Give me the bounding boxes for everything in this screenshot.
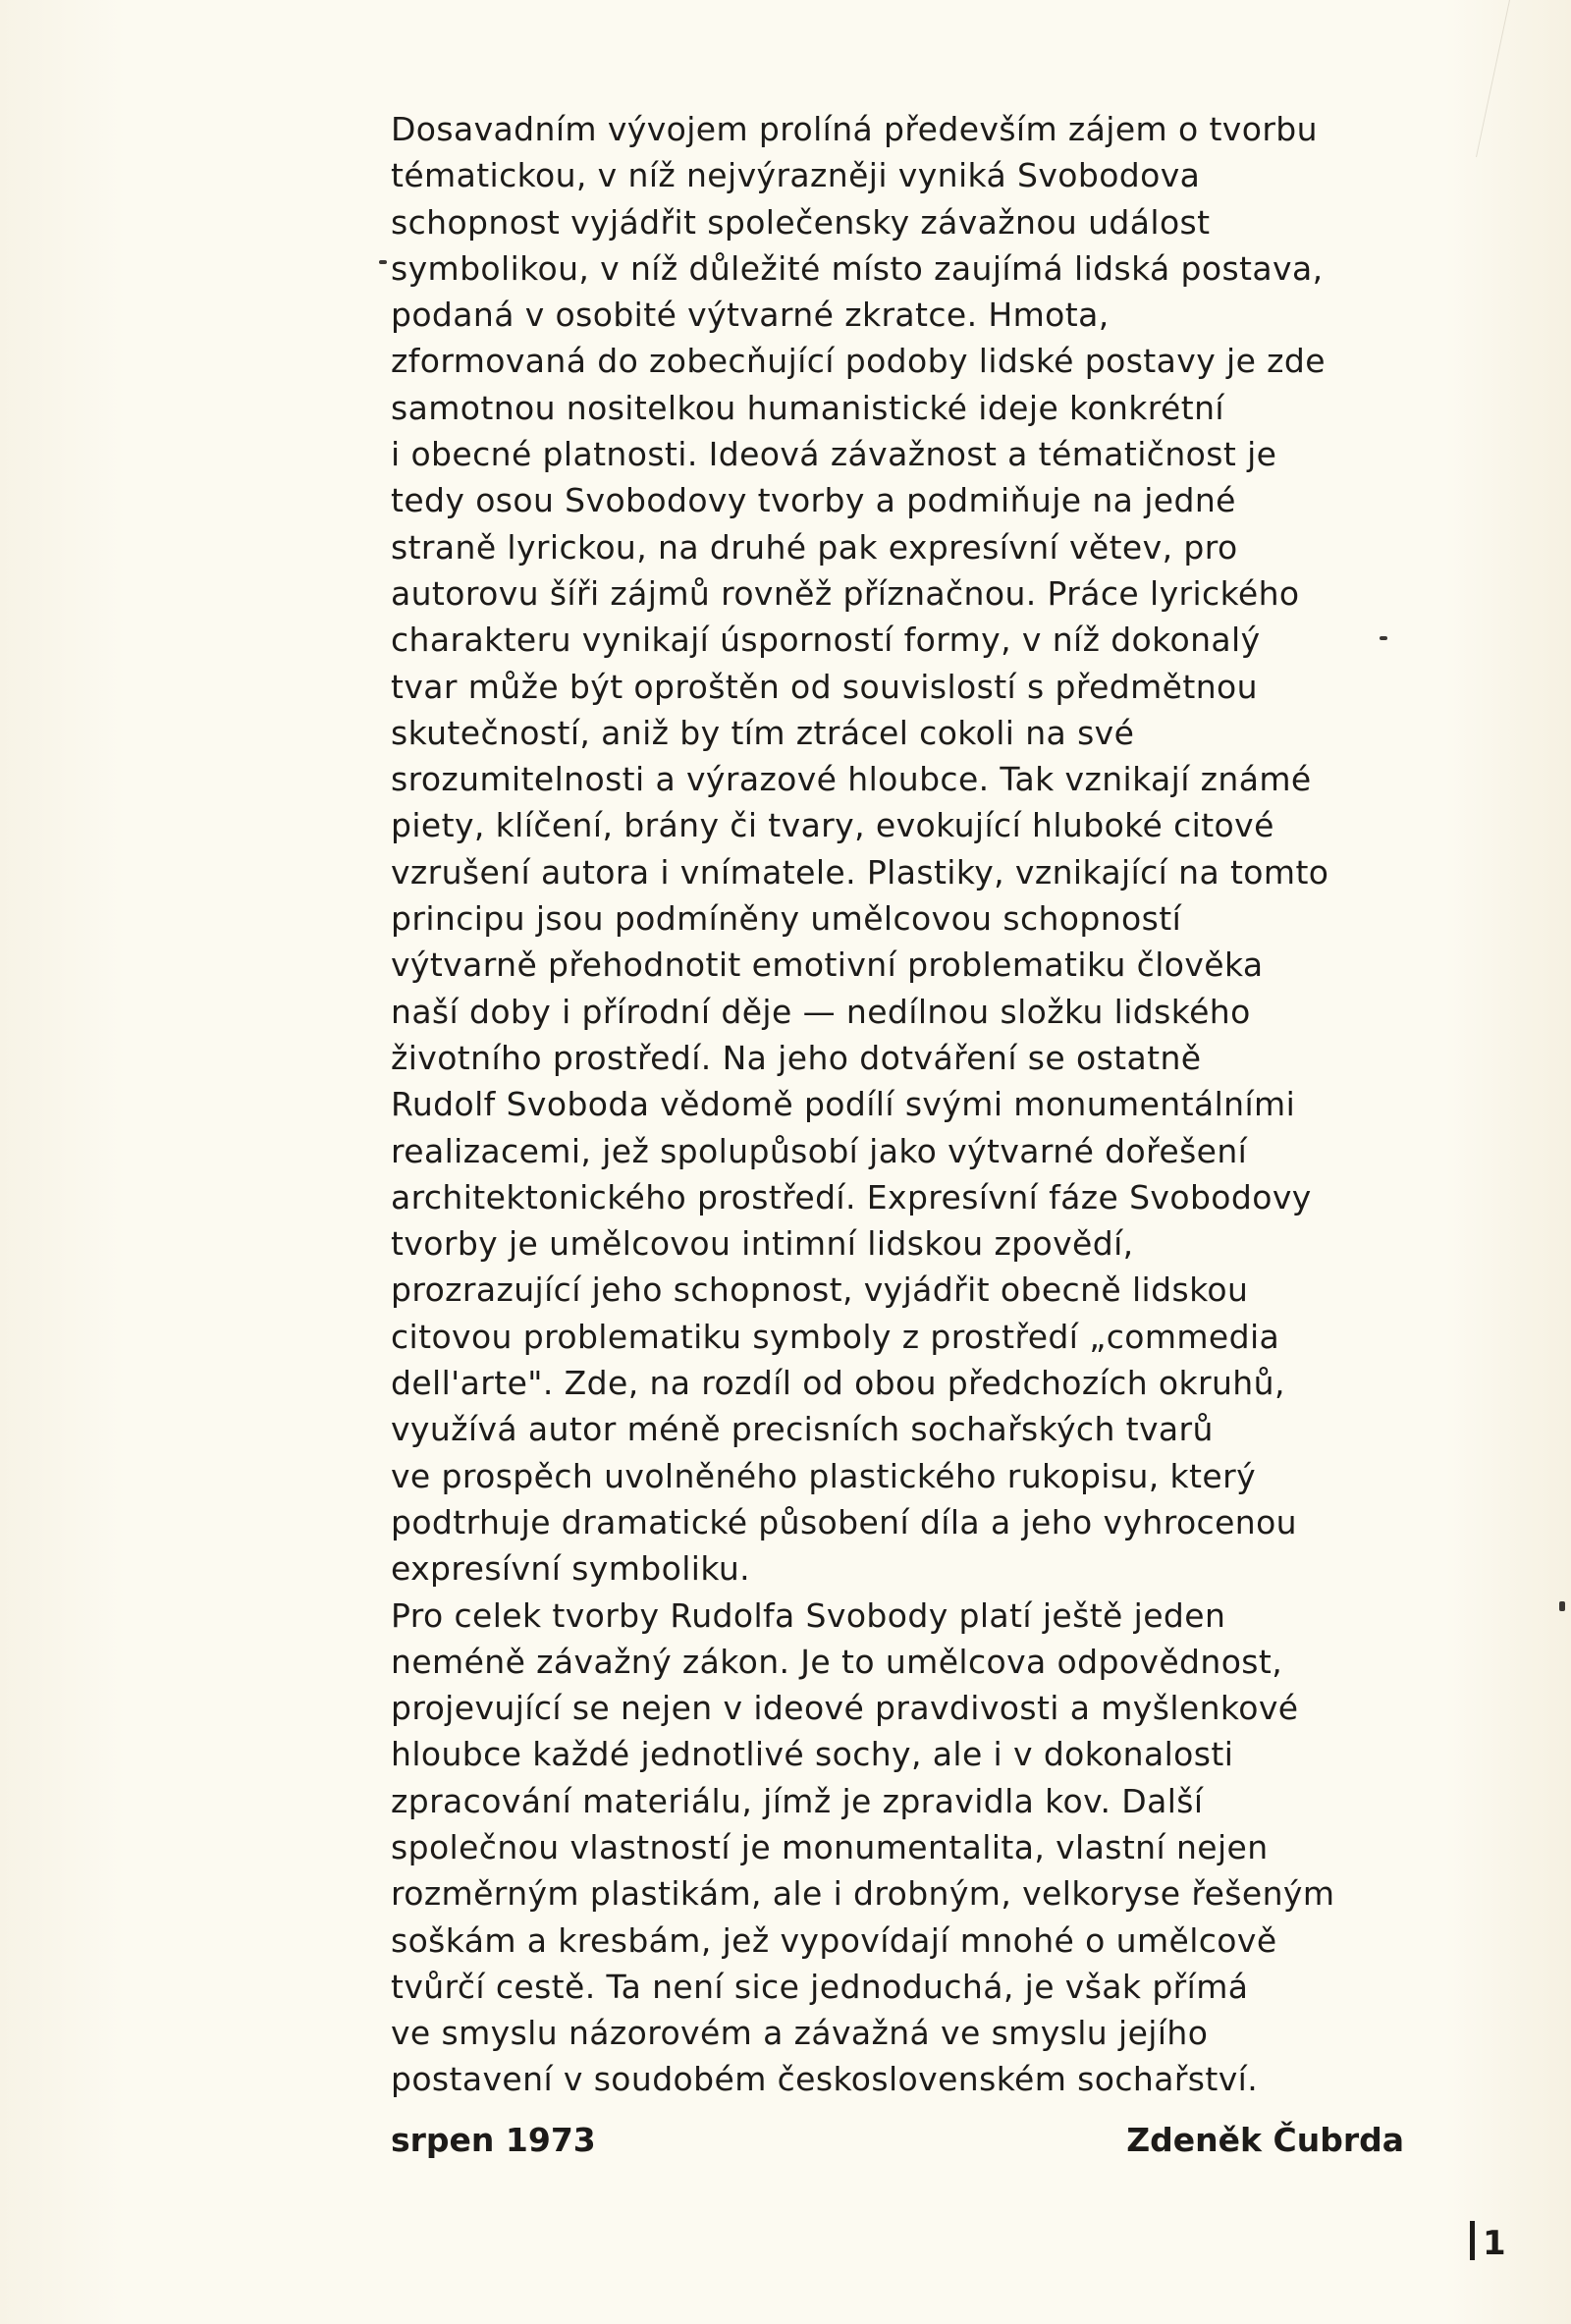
text-line: životního prostředí. Na jeho dotváření se ostatně	[391, 1038, 1202, 1077]
text-line: expresívní symboliku.	[391, 1549, 751, 1589]
text-line: i obecné platnosti. Ideová závažnost a tématičnost je	[391, 435, 1277, 474]
text-line: autorovu šíři zájmů rovněž příznačnou. Práce lyrického	[391, 573, 1300, 613]
page-number-value: 1	[1483, 2224, 1506, 2263]
text-line: zpracování materiálu, jímž je zpravidla kov. Další	[391, 1781, 1204, 1820]
text-line: podaná v osobité výtvarné zkratce. Hmota,	[391, 296, 1110, 335]
text-line: piety, klíčení, brány či tvary, evokující hluboké citové	[391, 806, 1274, 845]
essay-text	[391, 106, 1412, 2103]
text-line: společnou vlastností je monumentalita, vlastní nejen	[391, 1827, 1269, 1866]
text-line: rozměrným plastikám, ale i drobným, velkoryse řešeným	[391, 1874, 1335, 1914]
text-line: ve smyslu názorovém a závažná ve smyslu jejího	[391, 2014, 1209, 2053]
text-line: symbolikou, v níž důležité místo zaujímá lidská postava,	[391, 248, 1324, 288]
text-line: skutečností, aniž by tím ztrácel cokoli na své	[391, 713, 1135, 752]
text-line: samotnou nositelkou humanistické ideje konkrétní	[391, 388, 1224, 427]
text-line: tvůrčí cestě. Ta není sice jednoduchá, je však přímá	[391, 1967, 1249, 2006]
text-line: dell'arte". Zde, na rozdíl od obou předchozích okruhů,	[391, 1364, 1285, 1403]
page-number-mark-icon	[1470, 2221, 1475, 2260]
author-name: Zdeněk Čubrda	[1126, 2121, 1404, 2159]
text-line: neméně závažný zákon. Je to umělcova odpovědnost,	[391, 1642, 1283, 1681]
text-line: tvar může být oproštěn od souvislostí s předmětnou	[391, 667, 1258, 706]
date: srpen 1973	[391, 2121, 596, 2159]
page-crease	[1397, 0, 1510, 157]
text-line: soškám a kresbám, jež vypovídají mnohé o umělcově	[391, 1920, 1277, 1960]
ink-speck-icon	[1559, 1601, 1565, 1611]
text-line: tedy osou Svobodovy tvorby a podmiňuje na jedné	[391, 481, 1236, 520]
text-line: srozumitelnosti a výrazové hloubce. Tak vznikají známé	[391, 760, 1312, 799]
text-line: zformovaná do zobecňující podoby lidské postavy je zde	[391, 342, 1326, 381]
text-line: straně lyrickou, na druhé pak expresívní větev, pro	[391, 527, 1238, 567]
text-line: Rudolf Svoboda vědomě podílí svými monumentálními	[391, 1085, 1296, 1124]
text-line: tématickou, v níž nejvýrazněji vyniká Svobodova	[391, 156, 1201, 195]
ink-speck-icon	[1380, 636, 1387, 640]
text-line: prozrazující jeho schopnost, vyjádřit obecně lidskou	[391, 1270, 1249, 1310]
text-line: naší doby i přírodní děje — nedílnou složku lidského	[391, 992, 1251, 1031]
text-line: projevující se nejen v ideové pravdivosti a myšlenkové	[391, 1689, 1299, 1728]
text-line: využívá autor méně precisních sochařských tvarů	[391, 1410, 1214, 1449]
text-line: hloubce každé jednotlivé sochy, ale i v dokonalosti	[391, 1735, 1234, 1774]
text-line: výtvarně přehodnotit emotivní problematiku člověka	[391, 946, 1264, 985]
text-line: citovou problematiku symboly z prostředí „commedia	[391, 1317, 1280, 1356]
text-line: charakteru vynikají úsporností formy, v níž dokonalý	[391, 621, 1261, 660]
page-number	[1470, 2221, 1506, 2263]
text-line: Pro celek tvorby Rudolfa Svobody platí ještě jeden	[391, 1595, 1226, 1635]
text-line: Dosavadním vývojem prolíná především zájem o tvorbu	[391, 110, 1318, 148]
text-line: vzrušení autora i vnímatele. Plastiky, vznikající na tomto	[391, 852, 1329, 892]
text-line: podtrhuje dramatické působení díla a jeho vyhrocenou	[391, 1502, 1297, 1541]
text-line: postavení v soudobém československém sochařství.	[391, 2060, 1259, 2099]
ink-speck-icon	[379, 260, 387, 264]
text-line: schopnost vyjádřit společensky závažnou událost	[391, 202, 1211, 242]
text-line: ve prospěch uvolněného plastického rukopisu, který	[391, 1456, 1256, 1495]
text-line: architektonického prostředí. Expresívní fáze Svobodovy	[391, 1177, 1312, 1216]
text-line: principu jsou podmíněny umělcovou schopností	[391, 899, 1182, 939]
text-line: tvorby je umělcovou intimní lidskou zpovědí,	[391, 1224, 1134, 1264]
text-line: realizacemi, jež spolupůsobí jako výtvarné dořešení	[391, 1131, 1248, 1170]
signature-row	[391, 2121, 1404, 2170]
